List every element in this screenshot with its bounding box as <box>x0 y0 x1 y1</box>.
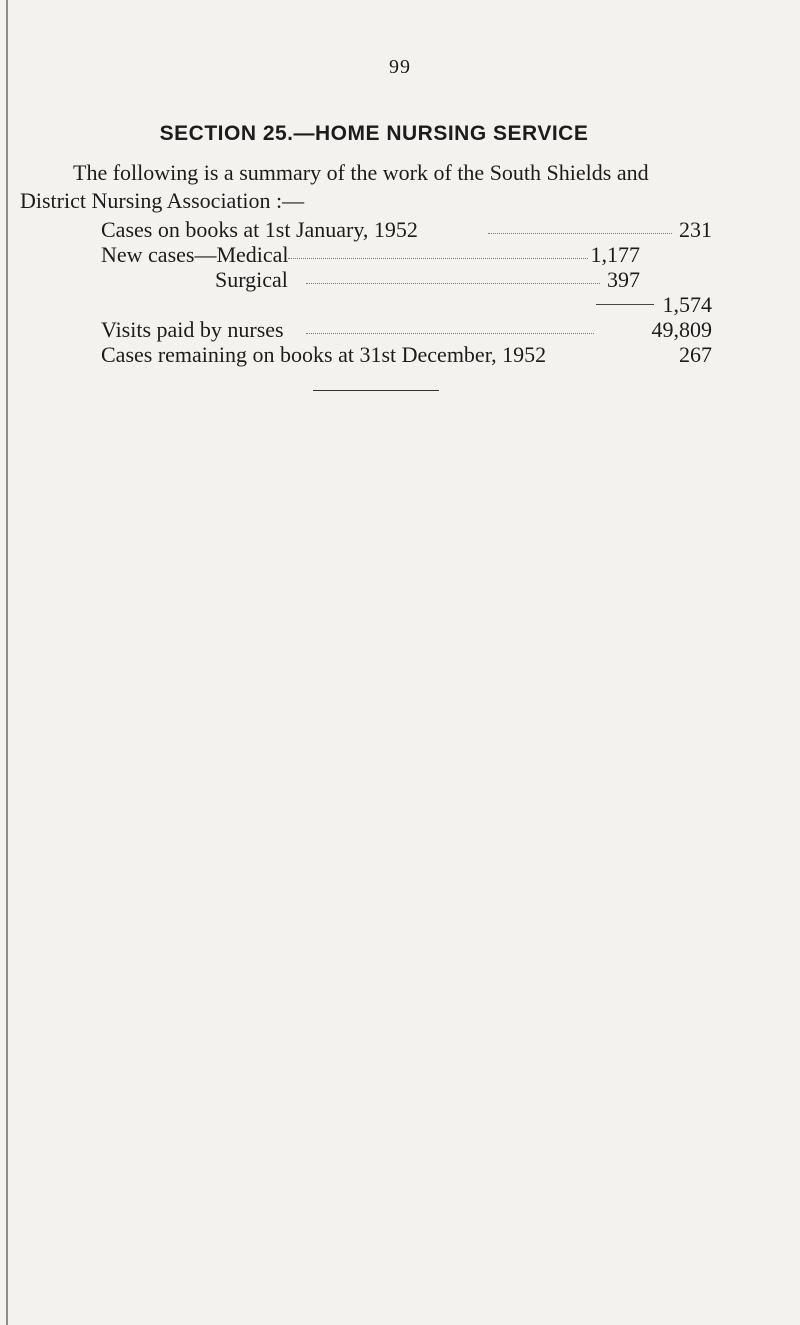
new-cases-total: 1,574 <box>662 292 712 317</box>
intro-line-2: District Nursing Association :— <box>20 188 305 213</box>
cases-on-books-label: Cases on books at 1st January, 1952 <box>101 217 418 242</box>
row-new-cases-surgical <box>0 266 800 294</box>
cases-remaining-total: 267 <box>679 342 712 367</box>
new-cases-medical-subtotal: 1,177 <box>590 242 640 267</box>
intro-line-1: The following is a summary of the work of the South Shields and <box>73 160 649 185</box>
row-new-cases-total <box>0 291 800 319</box>
new-cases-medical-label: New cases—Medical <box>101 242 289 267</box>
row-cases-on-books <box>0 216 800 244</box>
cases-on-books-total: 231 <box>679 217 712 242</box>
visits-paid-total: 49,809 <box>651 317 712 342</box>
row-cases-remaining <box>0 341 800 369</box>
section-end-rule <box>313 390 439 391</box>
row-new-cases-medical <box>0 241 800 269</box>
new-cases-surgical-label: Surgical <box>215 267 288 292</box>
subtotal-rule <box>596 304 654 305</box>
section-title: SECTION 25.—HOME NURSING SERVICE <box>159 122 589 145</box>
intro-paragraph <box>20 159 720 215</box>
cases-remaining-label: Cases remaining on books at 31st December, 1952 <box>101 342 547 367</box>
new-cases-surgical-subtotal: 397 <box>607 267 640 292</box>
visits-paid-label: Visits paid by nurses <box>101 317 284 342</box>
page-edge-line <box>6 0 8 1325</box>
row-visits-paid <box>0 316 800 344</box>
page-number: 99 <box>389 56 411 78</box>
dot-leader <box>306 333 594 334</box>
